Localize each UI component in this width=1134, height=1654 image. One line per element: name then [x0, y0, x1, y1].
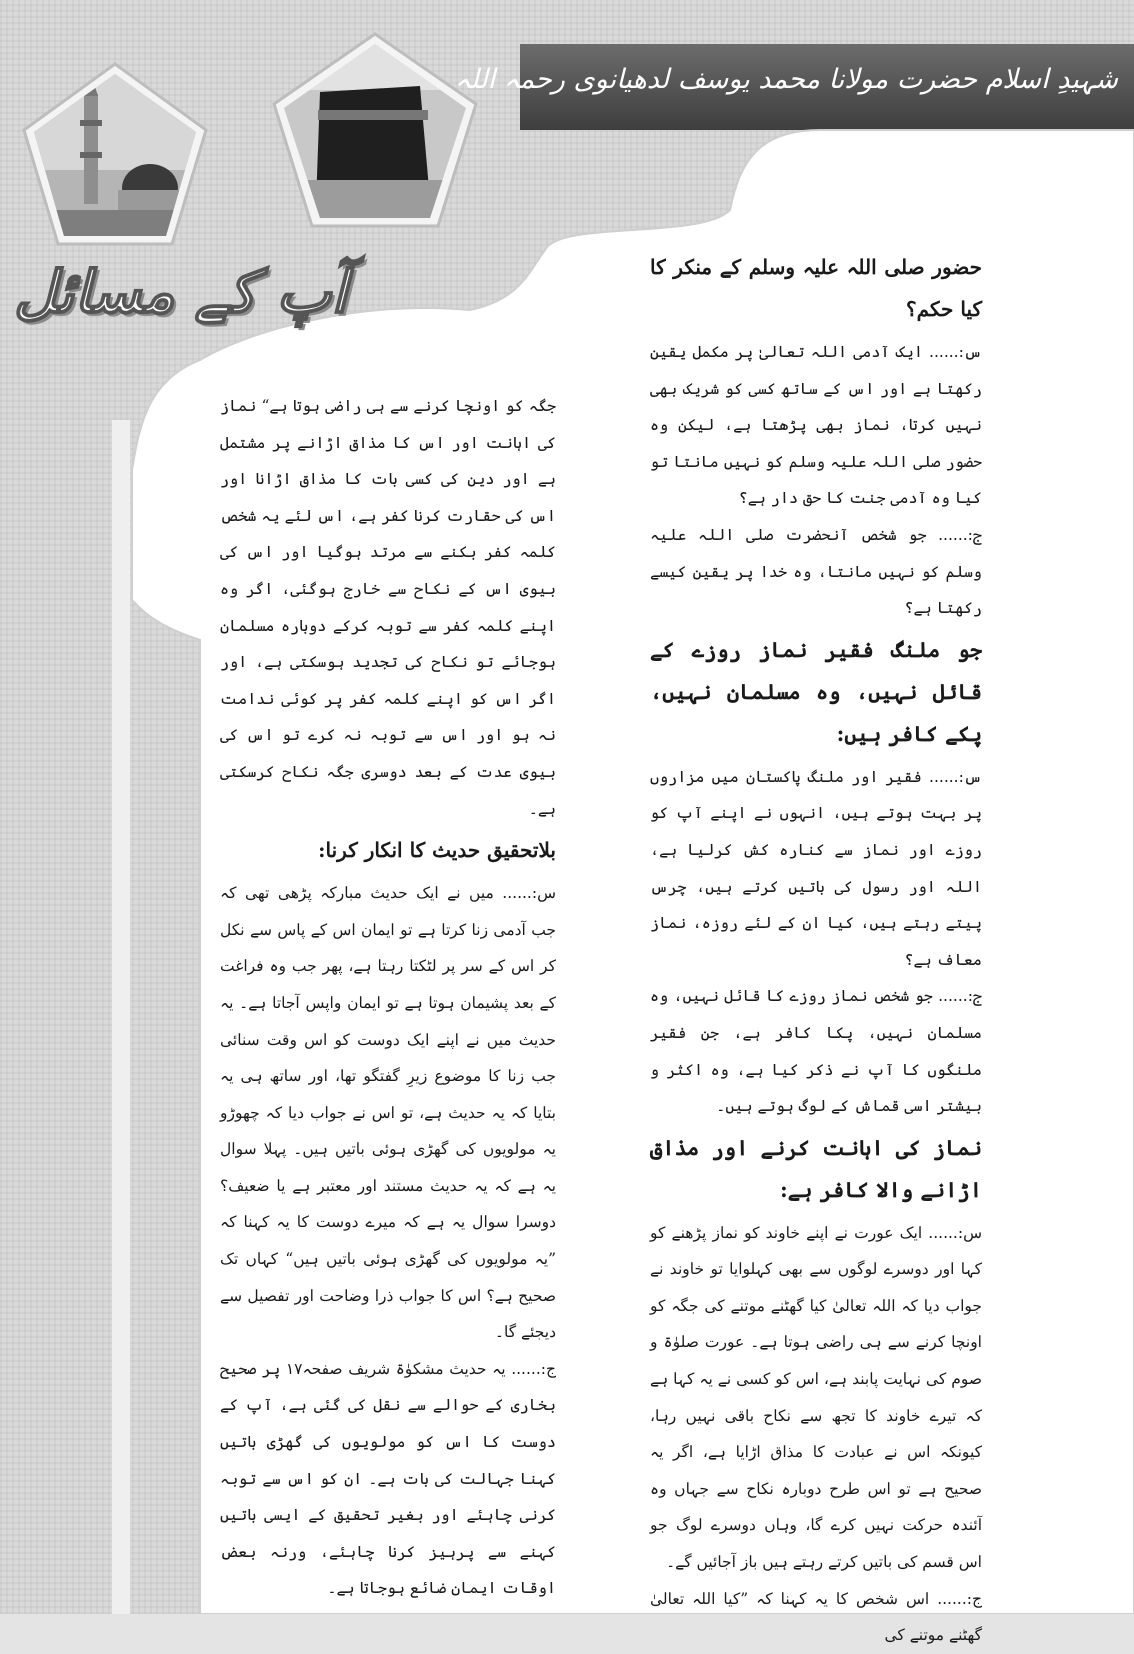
article-heading: بلاتحقیق حدیث کا انکار کرنا:	[318, 838, 556, 863]
article-paragraph: س:...... فقیر اور ملنگ پاکستان میں مزاروں پر بہت ہوتے ہیں، انہوں نے اپنے آپ کو روزے اور نماز سے کنارہ کش کرلیا ہے، اللہ اور رسول کی باتیں کرتے ہیں، چرس پیتے رہتے ہیں، کیا ان کے لئے روزہ، نماز معاف ہے؟	[650, 767, 982, 969]
article-paragraph: س:...... میں نے ایک حدیث مبارکہ پڑھی تھی کہ جب آدمی زنا کرتا ہے تو ایمان اس کے پاس سے نکل کر اس کے سر پر لٹکتا رہتا ہے، پھر جب وہ فراغت کے بعد پشیمان ہوتا ہے تو ایمان واپس آجاتا ہے۔ یہ حدیث میں نے اپنے ایک دوست کو اس وقت سنائی جب زنا کا موضوع زیرِ گفتگو تھا، اور ساتھ ہی یہ بتایا کہ یہ حدیث ہے، تو اس نے جواب دیا کہ چھوڑو یہ مولویوں کی گھڑی ہوئی باتیں ہیں۔ پہلا سوال یہ ہے کہ یہ حدیث مستند اور معتبر ہے یا ضعیف؟ دوسرا سوال یہ ہے کہ میرے دوست کا یہ کہنا کہ ”یہ مولویوں کی گھڑی ہوئی باتیں ہیں“ کہاں تک صحیح ہے؟ اس کا جواب ذرا وضاحت اور تفصیل سے دیجئے گا۔	[220, 884, 556, 1342]
article-paragraph: س:...... ایک آدمی اللہ تعالیٰ پر مکمل یقین رکھتا ہے اور اس کے ساتھ کسی کو شریک بھی نہیں کرتا، نماز بھی پڑھتا ہے، لیکن وہ حضور صلی اللہ علیہ وسلم کو نہیں مانتا تو کیا وہ آدمی جنت کا حق دار ہے؟	[650, 343, 982, 508]
article-paragraph: ج:...... یہ حدیث مشکوٰۃ شریف صفحہ۱۷ پر صحیح بخاری کے حوالے سے نقل کی گئی ہے، آپ کے دوست کا اس کو مولویوں کی گھڑی باتیں کہنا جہالت کی بات ہے۔ ان کو اس سے توبہ کرنی چاہئے اور بغیر تحقیق کے ایسی باتیں کہنے سے پرہیز کرنا چاہئے، ورنہ بعض اوقات ایمان ضائع ہوجاتا ہے۔	[220, 1359, 556, 1598]
section-title-banner	[4, 250, 348, 350]
kaaba-photo	[270, 30, 480, 230]
mosque-photo	[20, 60, 210, 250]
article-paragraph: ج:...... اس شخص کا یہ کہنا کہ ”کیا اللہ تعالیٰ گھٹنے موتنے کی	[650, 1589, 982, 1645]
section-title: آپ کے مسائل	[14, 258, 348, 326]
article-heading: جو ملنگ فقیر نماز روزے کے قائل نہیں، وہ مسلمان نہیں، پکے کافر ہیں:	[650, 636, 982, 746]
article-heading: نماز کی اہانت کرنے اور مذاق اڑانے والا کافر ہے:	[650, 1134, 982, 1202]
left-column	[220, 388, 556, 1607]
article-paragraph: ج:...... جو شخص نماز روزے کا قائل نہیں، وہ مسلمان نہیں، پکا کافر ہے، جن فقیر ملنگوں کا آپ نے ذکر کیا ہے، وہ اکثر و بیشتر اسی قماش کے لوگ ہوتے ہیں۔	[650, 987, 982, 1116]
header-title: شہیدِ اسلام حضرت مولانا محمد یوسف لدھیانوی رحمہ اللہ	[454, 64, 1118, 95]
article-paragraph: س:...... ایک عورت نے اپنے خاوند کو نماز پڑھنے کو کہا اور دوسرے لوگوں سے بھی کہلوایا تو خاوند نے جواب دیا کہ اللہ تعالیٰ کیا گھٹنے موتنے کی جگہ کو اونچا کرنے سے ہی راضی ہوتا ہے۔ عورت صلوٰۃ و صوم کی نہایت پابند ہے، اس کو کسی نے یہ کہا ہے کہ تیرے خاوند کا تجھ سے نکاح باقی نہیں رہا، کیونکہ اس نے عبادت کا مذاق اڑایا ہے، اگر یہ صحیح ہے تو اس طرح دوبارہ نکاح سے جہاں وہ آئندہ حرکت نہیں کرے گا، وہاں دوسرے لوگ جو اس قسم کی باتیں کرتے رہتے ہیں باز آجائیں گے۔	[650, 1223, 982, 1572]
right-column	[650, 244, 982, 1654]
article-paragraph: ج:...... جو شخص آنحضرت صلی اللہ علیہ وسلم کو نہیں مانتا، وہ خدا پر یقین کیسے رکھتا ہے؟	[650, 525, 982, 618]
article-paragraph: جگہ کو اونچا کرنے سے ہی راضی ہوتا ہے“ نماز کی اہانت اور اس کا مذاق اڑانے پر مشتمل ہے اور دین کی کسی بات کا مذاق اڑانا اور اس کی حقارت کرنا کفر ہے، اس لئے یہ شخص کلمہ کفر بکنے سے مرتد ہوگیا اور اس کی بیوی اس کے نکاح سے خارج ہوگئی، اگر وہ اپنے کلمہ کفر سے توبہ کرکے دوبارہ مسلمان ہوجائے تو نکاح کی تجدید ہوسکتی ہے، اور اگر اس کو اپنے کلمہ کفر پر کوئی ندامت نہ ہو اور اس سے توبہ نہ کرے تو اس کی بیوی عدت کے بعد دوسری جگہ نکاح کرسکتی ہے۔	[220, 397, 556, 818]
article-heading: حضور صلی اللہ علیہ وسلم کے منکر کا کیا حکم؟	[650, 255, 982, 321]
